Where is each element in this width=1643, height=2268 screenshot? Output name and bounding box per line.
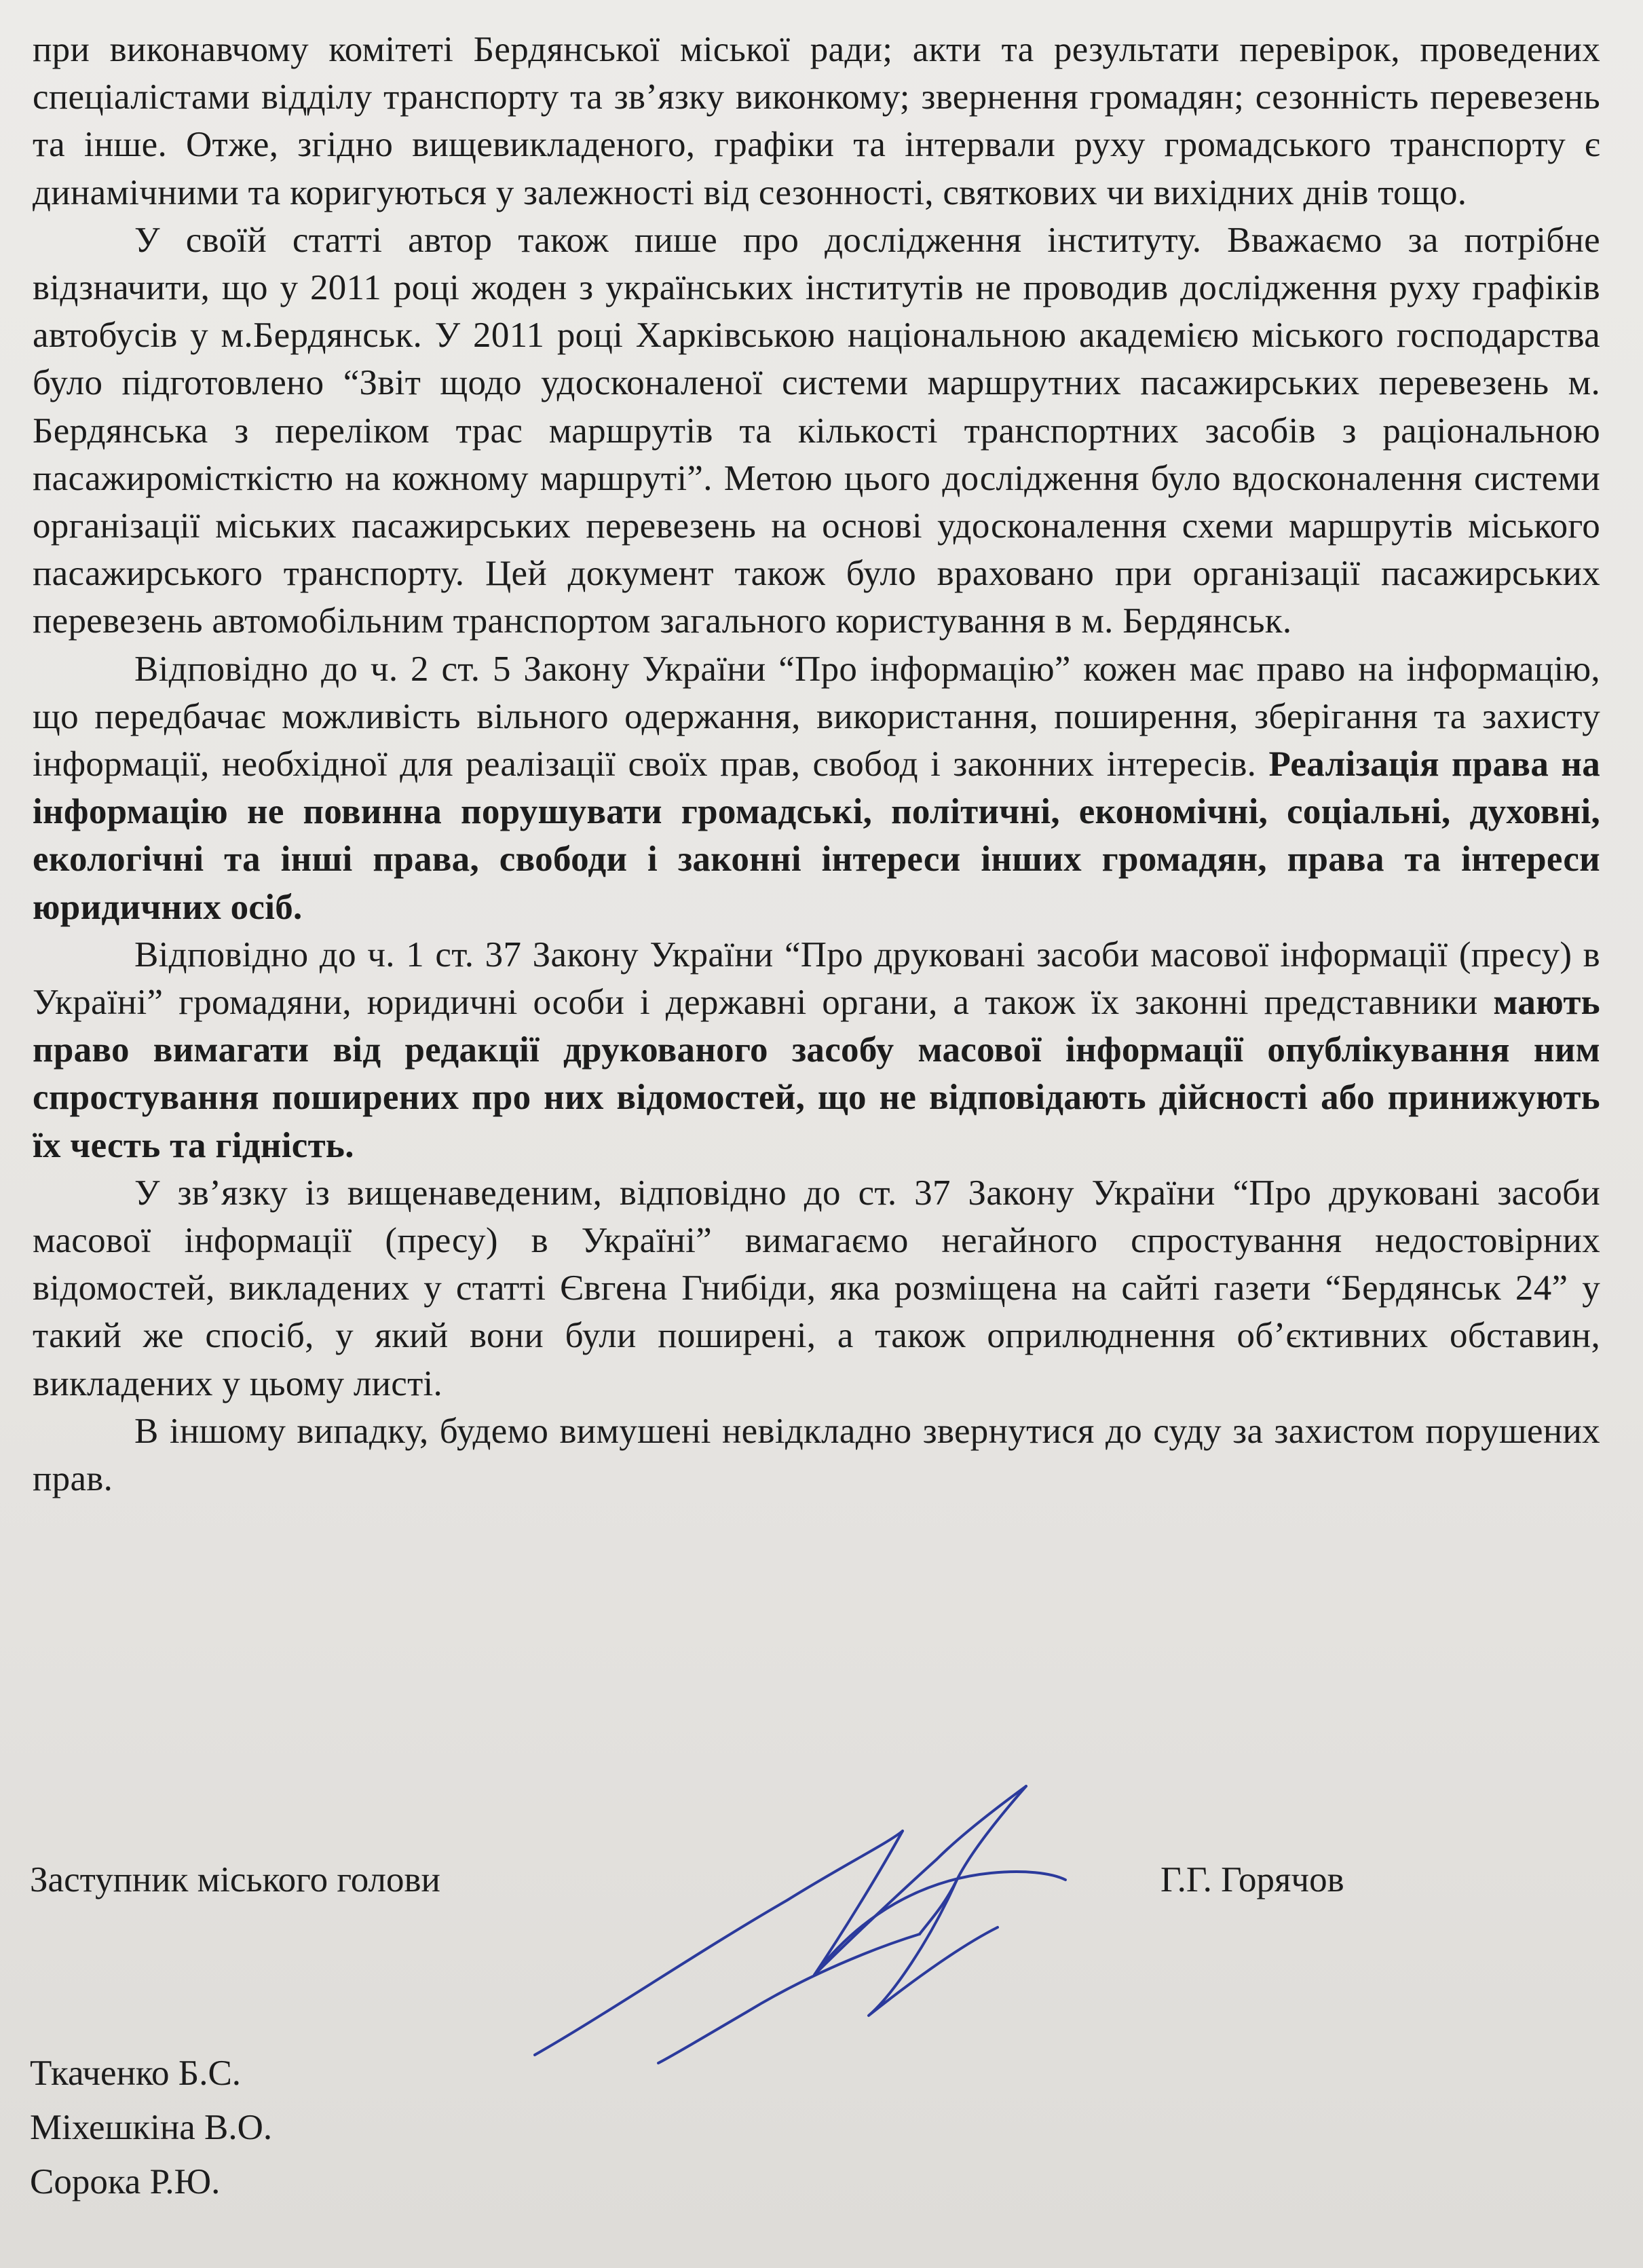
text-run: при виконавчому комітеті Бердянської міської ради; акти та результати перевірок, проведених спеціалістами відділу транспорту та зв’язку виконкому; звернення громадян; сезонність перевезень та інше. Отже, згідно вищевикладеного, графіки та інтервали руху громадського транспорту є динамічними та коригуються у залежності від сезонності, святкових чи вихідних днів тощо.	[33, 30, 1600, 212]
text-run: Відповідно до ч. 1 ст. 37 Закону України “Про друковані засоби масової інформації (пресу) в Україні” громадяни, юридичні особи і державні органи, а також їх законні представники	[33, 934, 1600, 1023]
executor-item: Ткаченко Б.С.	[30, 2054, 242, 2093]
signatory-name: Г.Г. Горячов	[1160, 1860, 1344, 1900]
text-run: У зв’язку із вищенаведеним, відповідно до ст. 37 Закону України “Про друковані засоби масової інформації (пресу) в Україні” вимагаємо негайного спростування недостовірних відомостей, викладених у статті Євгена Гнибіди, яка розміщена на сайті газети “Бердянськ 24” у такий же спосіб, у який вони були поширені, а також оприлюднення об’єктивних обставин, викладених у цьому листі.	[33, 1173, 1600, 1403]
bold-text-run: мають право вимагати від редакції друкованого засобу масової інформації опублікування ним спростування поширених про них відомостей, що не відповідають дійсності або принижують їх честь та гідність.	[33, 983, 1600, 1165]
executors-list	[30, 2046, 272, 2209]
signatory-title: Заступник міського голови	[30, 1860, 440, 1900]
body-paragraph	[33, 1407, 1600, 1502]
body-paragraph	[33, 26, 1600, 216]
bold-text-run: Реалізація права на інформацію не повинна порушувати громадські, політичні, економічні, соціальні, духовні, екологічні та інші права, свободи і законні інтереси інших громадян, права та інтереси юридичних осіб.	[33, 744, 1601, 927]
body-paragraph	[33, 645, 1600, 931]
body-paragraph	[33, 1169, 1600, 1407]
executor-item: Міхешкіна В.О.	[30, 2108, 273, 2147]
letter-body	[33, 26, 1600, 1502]
executor-item: Сорока Р.Ю.	[30, 2162, 221, 2201]
body-paragraph	[33, 931, 1600, 1169]
handwritten-signature	[523, 1771, 1133, 2070]
body-paragraph	[33, 216, 1600, 645]
text-run: Відповідно до ч. 2 ст. 5 Закону України “Про інформацію” кожен має право на інформацію, що передбачає можливість вільного одержання, використання, поширення, зберігання та захисту інформації, необхідної для реалізації своїх прав, свобод і законних інтересів.	[33, 649, 1600, 785]
text-run: У своїй статті автор також пише про дослідження інституту. Вважаємо за потрібне відзначити, що у 2011 році жоден з українських інститутів не проводив дослідження руху графіків автобусів у м.Бердянськ. У 2011 році Харківською національною академією міського господарства було підготовлено “Звіт щодо удосконаленої системи маршрутних пасажирських перевезень м. Бердянська з переліком трас маршрутів та кількості транспортних засобів з раціональною пасажиромісткістю на кожному маршруті”. Метою цього дослідження було вдосконалення системи організації міських пасажирських перевезень на основі удосконалення схеми маршрутів міського пасажирського транспорту. Цей документ також було враховано при організації пасажирських перевезень автомобільним транспортом загального користування в м. Бердянськ.	[33, 220, 1600, 641]
text-run: В іншому випадку, будемо вимушені невідкладно звернутися до суду за захистом порушених прав.	[33, 1411, 1600, 1499]
